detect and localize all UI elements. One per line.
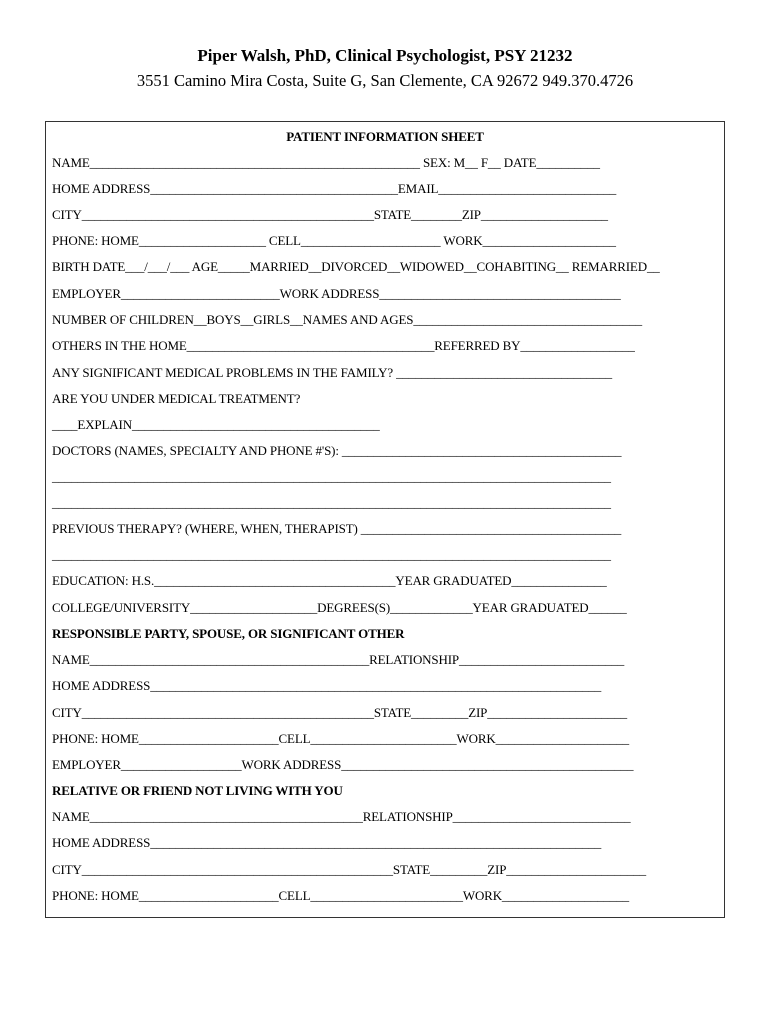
form-line-birth-date[interactable]: BIRTH DATE___/___/___ AGE_____MARRIED__DIVORCED__WIDOWED__COHABITING__ REMARRIED__ — [52, 259, 660, 274]
form-line-rf-home-address[interactable]: HOME ADDRESS_______________________________________________________________________ — [52, 835, 602, 850]
form-line-children[interactable]: NUMBER OF CHILDREN__BOYS__GIRLS__NAMES AND AGES____________________________________ — [52, 312, 642, 327]
form-line-previous-therapy[interactable]: PREVIOUS THERAPY? (WHERE, WHEN, THERAPIST) _________________________________________ — [52, 521, 622, 536]
form-line-rp-name[interactable]: NAME____________________________________________RELATIONSHIP__________________________ — [52, 652, 625, 667]
form-line-name[interactable]: NAME____________________________________________________ SEX: M__ F__ DATE__________ — [52, 155, 600, 170]
form-line-blank[interactable]: ________________________________________________________________________________________ — [52, 469, 611, 484]
form-line-explain[interactable]: ____EXPLAIN_______________________________________ — [52, 417, 380, 432]
form-line-rf-city[interactable]: CITY_________________________________________________STATE_________ZIP______________________ — [52, 862, 646, 877]
form-line-rp-phone[interactable]: PHONE: HOME______________________CELL_______________________WORK_____________________ — [52, 731, 629, 746]
form-line-education[interactable]: EDUCATION: H.S.______________________________________YEAR GRADUATED_______________ — [52, 573, 607, 588]
section-heading-relative-friend: RELATIVE OR FRIEND NOT LIVING WITH YOU — [52, 783, 343, 798]
practice-address: 3551 Camino Mira Costa, Suite G, San Clemente, CA 92672 949.370.4726 — [136, 71, 634, 90]
form-line-home-address[interactable]: HOME ADDRESS_______________________________________EMAIL____________________________ — [52, 181, 617, 196]
form-line-city[interactable]: CITY______________________________________________STATE________ZIP____________________ — [52, 207, 608, 222]
form-line-medical-treatment: ARE YOU UNDER MEDICAL TREATMENT? — [52, 391, 301, 406]
form-line-rf-phone[interactable]: PHONE: HOME______________________CELL________________________WORK____________________ — [52, 888, 629, 903]
form-line-rp-city[interactable]: CITY______________________________________________STATE_________ZIP______________________ — [52, 705, 627, 720]
form-line-others-in-home[interactable]: OTHERS IN THE HOME_______________________________________REFERRED BY__________________ — [52, 338, 635, 353]
form-line-doctors[interactable]: DOCTORS (NAMES, SPECIALTY AND PHONE #'S): ____________________________________________ — [52, 443, 622, 458]
form-line-rp-home-address[interactable]: HOME ADDRESS_______________________________________________________________________ — [52, 678, 602, 693]
form-line-medical-problems[interactable]: ANY SIGNIFICANT MEDICAL PROBLEMS IN THE FAMILY? __________________________________ — [52, 365, 612, 380]
form-line-blank[interactable]: ________________________________________________________________________________________ — [52, 495, 611, 510]
form-line-blank[interactable]: ________________________________________________________________________________________ — [52, 547, 611, 562]
form-line-employer[interactable]: EMPLOYER_________________________WORK ADDRESS______________________________________ — [52, 286, 621, 301]
form-line-phone[interactable]: PHONE: HOME____________________ CELL______________________ WORK_____________________ — [52, 233, 616, 248]
form-title: PATIENT INFORMATION SHEET — [286, 129, 484, 144]
form-line-rf-name[interactable]: NAME___________________________________________RELATIONSHIP____________________________ — [52, 809, 631, 824]
section-heading-responsible-party: RESPONSIBLE PARTY, SPOUSE, OR SIGNIFICANT OTHER — [52, 626, 405, 641]
practice-title: Piper Walsh, PhD, Clinical Psychologist, PSY 21232 — [197, 46, 573, 65]
form-line-rp-employer[interactable]: EMPLOYER___________________WORK ADDRESS______________________________________________ — [52, 757, 634, 772]
form-line-college[interactable]: COLLEGE/UNIVERSITY____________________DEGREES(S)_____________YEAR GRADUATED______ — [52, 600, 627, 615]
